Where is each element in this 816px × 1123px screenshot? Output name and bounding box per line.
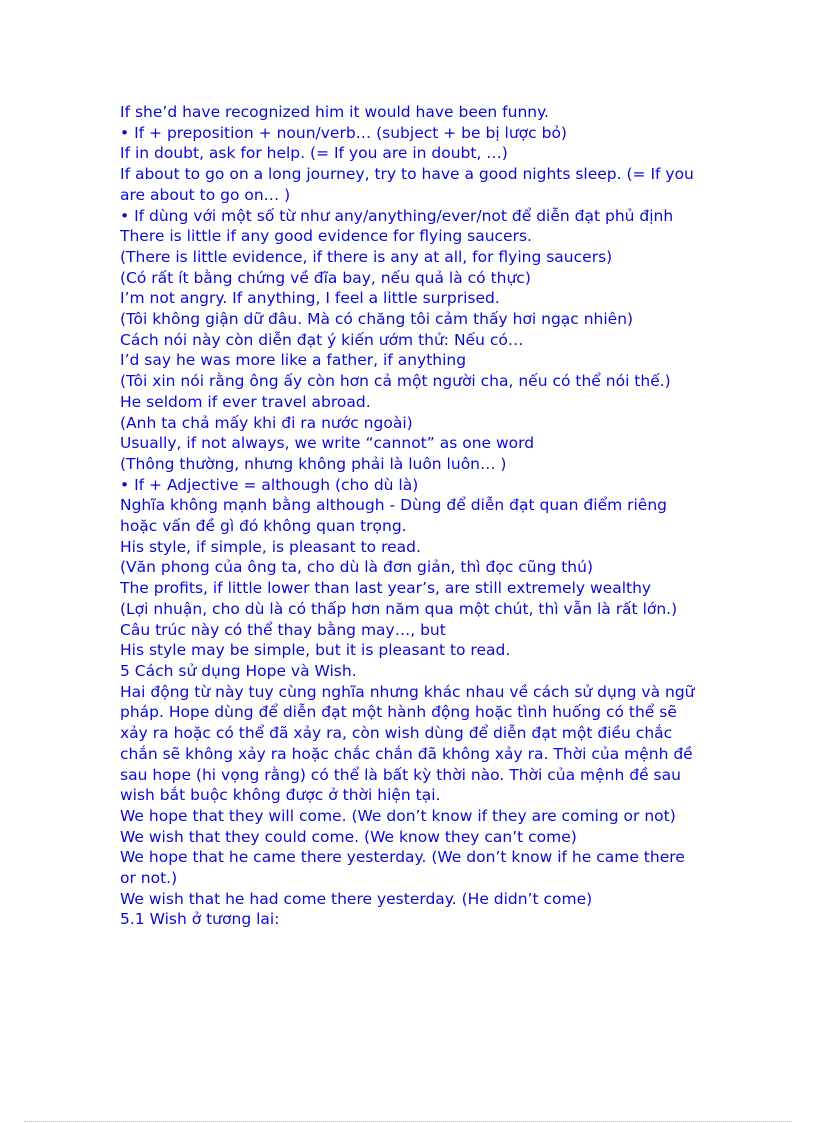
text-line: There is little if any good evidence for flying saucers. <box>120 227 532 246</box>
text-line: (Tôi xin nói rằng ông ấy còn hơn cả một người cha, nếu có thể nói thế.) <box>120 372 671 391</box>
text-line: (Tôi không giận dữ đâu. Mà có chăng tôi cảm thấy hơi ngạc nhiên) <box>120 310 634 329</box>
text-line: We hope that they will come. (We don’t know if they are coming or not) <box>120 806 676 825</box>
document-body <box>120 102 700 930</box>
text-line: I’d say he was more like a father, if anything <box>120 351 467 370</box>
bullet-heading: • If + Adjective = although (cho dù là) <box>120 475 419 494</box>
text-line: Usually, if not always, we write “cannot” as one word <box>120 434 535 453</box>
text-line: If in doubt, ask for help. (= If you are in doubt, …) <box>120 144 508 163</box>
text-line: Câu trúc này có thể thay bằng may…, but <box>120 620 446 639</box>
text-line: He seldom if ever travel abroad. <box>120 392 371 411</box>
text-line: (Lợi nhuận, cho dù là có thấp hơn năm qua một chút, thì vẫn là rất lớn.) <box>120 599 678 618</box>
text-line: (Anh ta chả mấy khi đi ra nước ngoài) <box>120 413 413 432</box>
bullet-heading: • If dùng với một số từ như any/anything/ever/not để diễn đạt phủ định <box>120 206 674 225</box>
bullet-heading: • If + preposition + noun/verb… (subject + be bị lược bỏ) <box>120 123 567 142</box>
text-line: I’m not angry. If anything, I feel a little surprised. <box>120 289 500 308</box>
text-line: His style, if simple, is pleasant to read. <box>120 537 421 556</box>
text-line: Cách nói này còn diễn đạt ý kiến ướm thử: Nếu có… <box>120 330 524 349</box>
text-line: (Văn phong của ông ta, cho dù là đơn giản, thì đọc cũng thú) <box>120 558 593 577</box>
subsection-heading: 5.1 Wish ở tương lai: <box>120 910 280 929</box>
text-line: If about to go on a long journey, try to have a good nights sleep. (= If you are about to go on… ) <box>120 165 694 204</box>
text-line: (There is little evidence, if there is any at all, for flying saucers) <box>120 247 613 266</box>
text-line: We wish that they could come. (We know they can’t come) <box>120 827 577 846</box>
text-line: We wish that he had come there yesterday. (He didn’t come) <box>120 889 593 908</box>
text-line: We hope that he came there yesterday. (We don’t know if he came there or not.) <box>120 848 685 888</box>
paragraph: Hai động từ này tuy cùng nghĩa nhưng khác nhau về cách sử dụng và ngữ pháp. Hope dùng để diễn đạt một hành động hoặc tình huống có thể sẽ xảy ra hoặc có thể đã xảy ra, còn wish dùng để diễn đạt một điều chắc chắn sẽ không xảy ra hoặc chắc chắn đã không xảy ra. Thời của mệnh đề sau hope (hi vọng rằng) có thể là bất kỳ thời nào. Thời của mệnh đề sau wish bắt buộc không được ở thời hiện tại. <box>120 682 695 805</box>
text-line: (Có rất ít bằng chứng về đĩa bay, nếu quả là có thực) <box>120 268 531 287</box>
text-line: If she’d have recognized him it would have been funny. <box>120 103 549 121</box>
section-heading: 5 Cách sử dụng Hope và Wish. <box>120 661 357 680</box>
text-line: Nghĩa không mạnh bằng although - Dùng để diễn đạt quan điểm riêng hoặc vấn đề gì đó không quan trọng. <box>120 496 668 536</box>
text-line: (Thông thường, nhưng không phải là luôn luôn… ) <box>120 454 507 473</box>
page-bottom-divider <box>24 1121 792 1122</box>
text-line: The profits, if little lower than last year’s, are still extremely wealthy <box>120 579 652 598</box>
text-line: His style may be simple, but it is pleasant to read. <box>120 641 511 660</box>
